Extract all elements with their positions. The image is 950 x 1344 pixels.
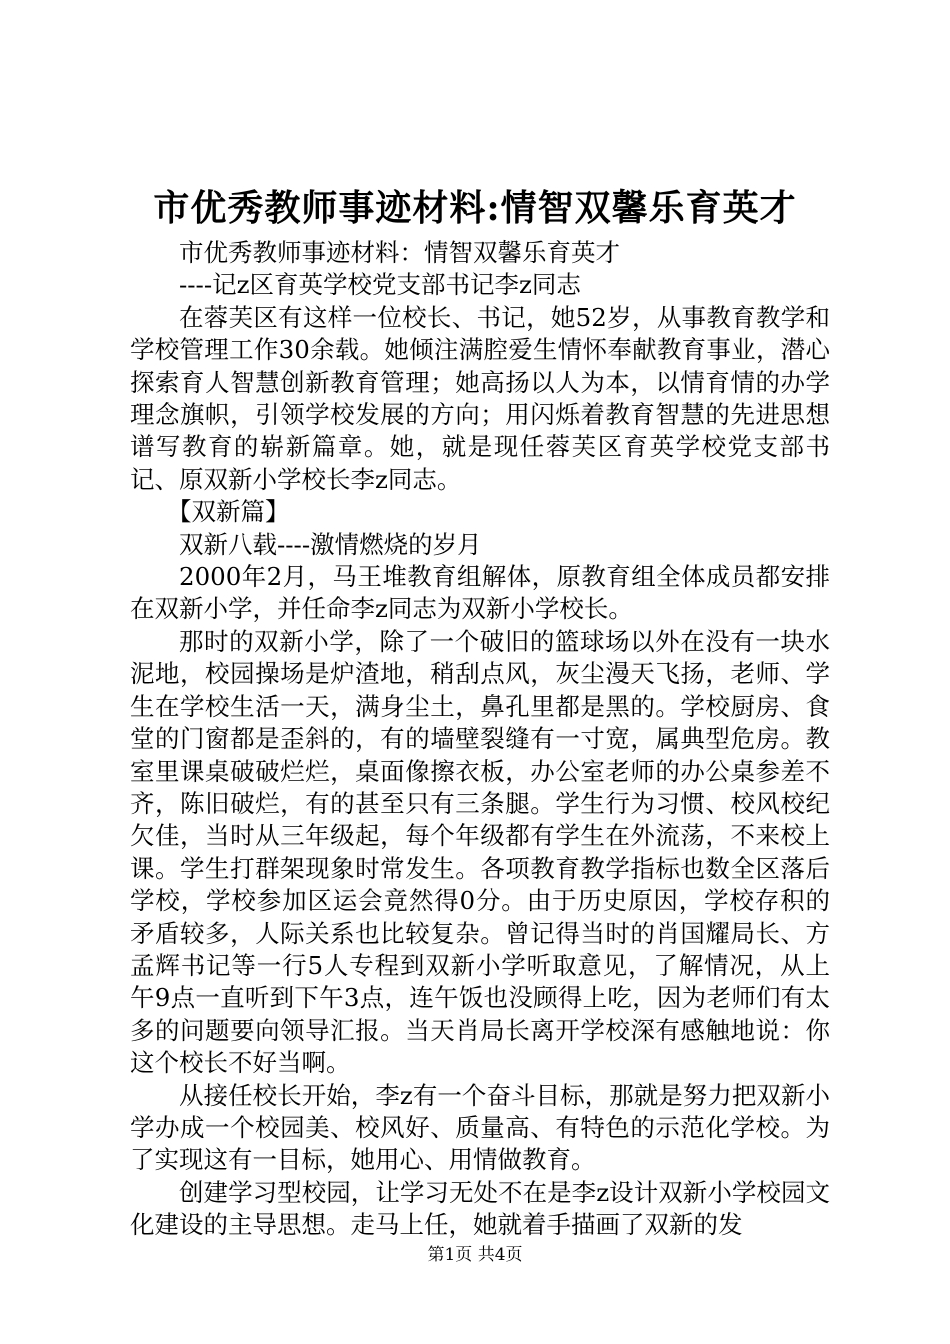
paragraph: 从接任校长开始，李z有一个奋斗目标，那就是努力把双新小学办成一个校园美、校风好、质量高、有特色的示范化学校。为了实现这有一目标，她用心、用情做教育。 <box>130 1080 830 1175</box>
section-subheading: 双新八载----激情燃烧的岁月 <box>179 529 482 559</box>
section-heading: 【双新篇】 <box>167 497 290 527</box>
paragraph-subtitle: 市优秀教师事迹材料：情智双馨乐育英才 <box>179 238 620 267</box>
document-title: 市优秀教师事迹材料:情智双馨乐育英才 <box>153 187 797 229</box>
paragraph: 2000年2月，马王堆教育组解体，原教育组全体成员都安排在双新小学，并任命李z同志为双新小学校长。 <box>130 562 830 624</box>
document-body <box>130 237 830 1242</box>
paragraph-intro: 在蓉芙区有这样一位校长、书记，她52岁，从事教育教学和学校管理工作30余载。她倾注满腔爱生情怀奉献教育事业，潜心探索育人智慧创新教育管理；她高扬以人为本，以情育情的办学理念旗帜，引领学校发展的方向；用闪烁着教育智慧的先进思想谱写教育的崭新篇章。她，就是现任蓉芙区育英学校党支部书记、原双新小学校长李z同志。 <box>130 302 830 494</box>
paragraph-byline: ----记z区育英学校党支部书记李z同志 <box>179 270 581 300</box>
paragraph: 创建学习型校园，让学习无处不在是李z设计双新小学校园文化建设的主导思想。走马上任，她就着手描画了双新的发 <box>130 1177 830 1240</box>
paragraph: 那时的双新小学，除了一个破旧的篮球场以外在没有一块水泥地，校园操场是炉渣地，稍刮点风，灰尘漫天飞扬，老师、学生在学校生活一天，满身尘土，鼻孔里都是黑的。学校厨房、食堂的门窗都是歪斜的，有的墙壁裂缝有一寸宽，属典型危房。教室里课桌破破烂烂，桌面像擦衣板，办公室老师的办公桌参差不齐，陈旧破烂，有的甚至只有三条腿。学生行为习惯、校风校纪欠佳，当时从三年级起，每个年级都有学生在外流荡，不来校上课。学生打群架现象时常发生。各项教育教学指标也数全区落后学校，学校参加区运会竟然得0分。由于历史原因，学校存积的矛盾较多，人际关系也比较复杂。曾记得当时的肖国耀局长、方孟辉书记等一行5人专程到双新小学听取意见，了解情况，从上午9点一直听到下午3点，连午饭也没顾得上吃，因为老师们有太多的问题要向领导汇报。当天肖局长离开学校深有感触地说：你这个校长不好当啊。 <box>130 626 830 1078</box>
page-footer: 第1页 共4页 <box>427 1245 523 1265</box>
